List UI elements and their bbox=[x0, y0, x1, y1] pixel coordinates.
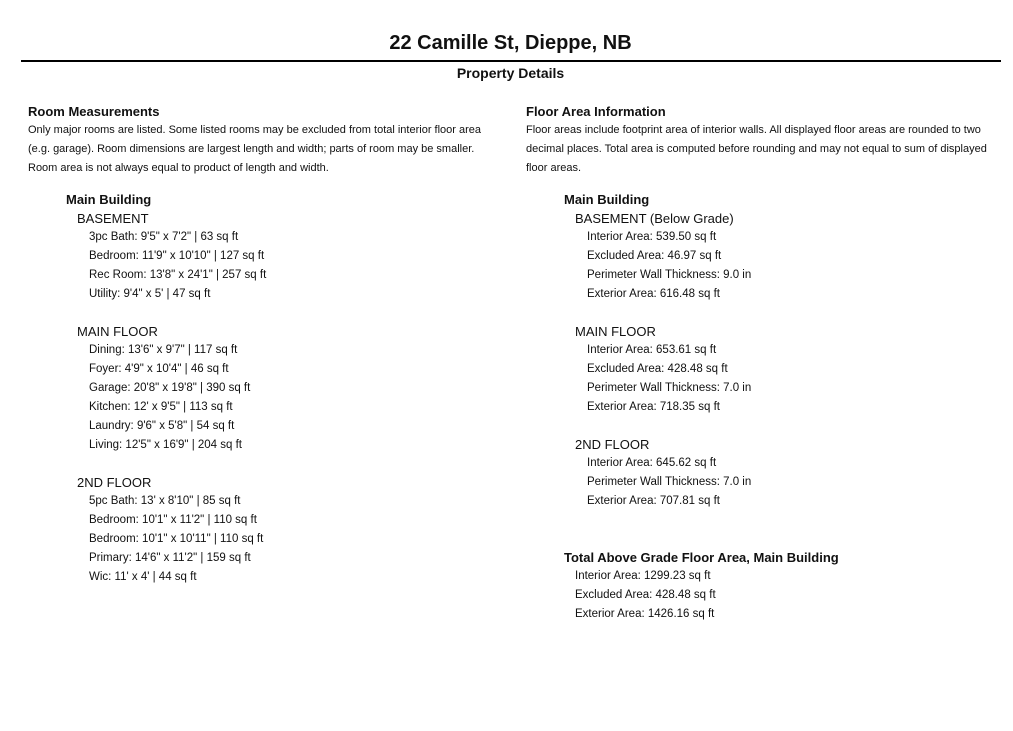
room-item: Living: 12'5" x 16'9" | 204 sq ft bbox=[89, 439, 242, 451]
room-item: Bedroom: 10'1" x 10'11" | 110 sq ft bbox=[89, 533, 264, 545]
area-item: Perimeter Wall Thickness: 9.0 in bbox=[587, 269, 752, 281]
floor-area-section bbox=[526, 103, 1006, 624]
floor-name: 2ND FLOOR bbox=[77, 475, 152, 490]
building-name: Main Building bbox=[66, 192, 152, 207]
area-item: Exterior Area: 616.48 sq ft bbox=[587, 288, 720, 300]
floor-name: MAIN FLOOR bbox=[77, 324, 158, 339]
room-item: Bedroom: 10'1" x 11'2" | 110 sq ft bbox=[89, 514, 257, 526]
floor-area-heading: Floor Area Information bbox=[526, 104, 666, 119]
room-measurements-description: Only major rooms are listed. Some listed rooms may be excluded from total interior floor area (e.g. garage). Room dimensions are largest length and width; parts of room may be smaller. Room area is not always equal to product of length and width. bbox=[28, 124, 482, 174]
area-item: Interior Area: 645.62 sq ft bbox=[587, 457, 717, 469]
room-item: Laundry: 9'6" x 5'8" | 54 sq ft bbox=[89, 420, 235, 432]
room-item: Primary: 14'6" x 11'2" | 159 sq ft bbox=[89, 552, 251, 564]
area-item: Perimeter Wall Thickness: 7.0 in bbox=[587, 476, 752, 488]
building-name: Main Building bbox=[564, 192, 650, 207]
floor-name: MAIN FLOOR bbox=[575, 324, 656, 339]
room-item: Dining: 13'6" x 9'7" | 117 sq ft bbox=[89, 344, 238, 356]
area-floor-basement bbox=[575, 209, 1006, 304]
total-area-item: Interior Area: 1299.23 sq ft bbox=[575, 570, 711, 582]
total-area-block bbox=[564, 548, 1006, 624]
area-item: Interior Area: 539.50 sq ft bbox=[587, 231, 717, 243]
area-floor-second bbox=[575, 435, 1006, 511]
room-item: Wic: 11' x 4' | 44 sq ft bbox=[89, 571, 197, 583]
floor-name: 2ND FLOOR bbox=[575, 437, 650, 452]
floor-area-description: Floor areas include footprint area of interior walls. All displayed floor areas are rounded to two decimal places. Total area is computed before rounding and may not equal to sum of displayed floor areas. bbox=[526, 124, 987, 174]
area-item: Exterior Area: 707.81 sq ft bbox=[587, 495, 720, 507]
room-item: Kitchen: 12' x 9'5" | 113 sq ft bbox=[89, 401, 233, 413]
floor-name: BASEMENT bbox=[77, 211, 149, 226]
area-floor-main bbox=[575, 322, 1006, 417]
floor-name: BASEMENT (Below Grade) bbox=[575, 211, 734, 226]
area-building-block bbox=[564, 190, 1006, 511]
page-title: 22 Camille St, Dieppe, NB bbox=[389, 32, 632, 54]
area-item: Exterior Area: 718.35 sq ft bbox=[587, 401, 720, 413]
floor-basement bbox=[77, 209, 498, 304]
floor-second bbox=[77, 473, 498, 587]
room-item: Bedroom: 11'9" x 10'10" | 127 sq ft bbox=[89, 250, 265, 262]
area-item: Interior Area: 653.61 sq ft bbox=[587, 344, 717, 356]
room-measurements-heading: Room Measurements bbox=[28, 104, 160, 119]
page-subtitle: Property Details bbox=[456, 65, 565, 81]
floor-main bbox=[77, 322, 498, 455]
room-item: Rec Room: 13'8" x 24'1" | 257 sq ft bbox=[89, 269, 267, 281]
room-item: Garage: 20'8" x 19'8" | 390 sq ft bbox=[89, 382, 251, 394]
area-item: Perimeter Wall Thickness: 7.0 in bbox=[587, 382, 752, 394]
total-area-item: Exterior Area: 1426.16 sq ft bbox=[575, 608, 715, 620]
total-area-item: Excluded Area: 428.48 sq ft bbox=[575, 589, 716, 601]
room-item: 5pc Bath: 13' x 8'10" | 85 sq ft bbox=[89, 495, 241, 507]
room-item: Foyer: 4'9" x 10'4" | 46 sq ft bbox=[89, 363, 229, 375]
total-area-heading: Total Above Grade Floor Area, Main Building bbox=[564, 550, 839, 565]
title-divider bbox=[21, 60, 1001, 62]
room-item: 3pc Bath: 9'5" x 7'2" | 63 sq ft bbox=[89, 231, 239, 243]
room-building-block bbox=[66, 190, 498, 587]
area-item: Excluded Area: 46.97 sq ft bbox=[587, 250, 722, 262]
room-item: Utility: 9'4" x 5' | 47 sq ft bbox=[89, 288, 211, 300]
room-measurements-section bbox=[28, 103, 498, 587]
area-item: Excluded Area: 428.48 sq ft bbox=[587, 363, 728, 375]
